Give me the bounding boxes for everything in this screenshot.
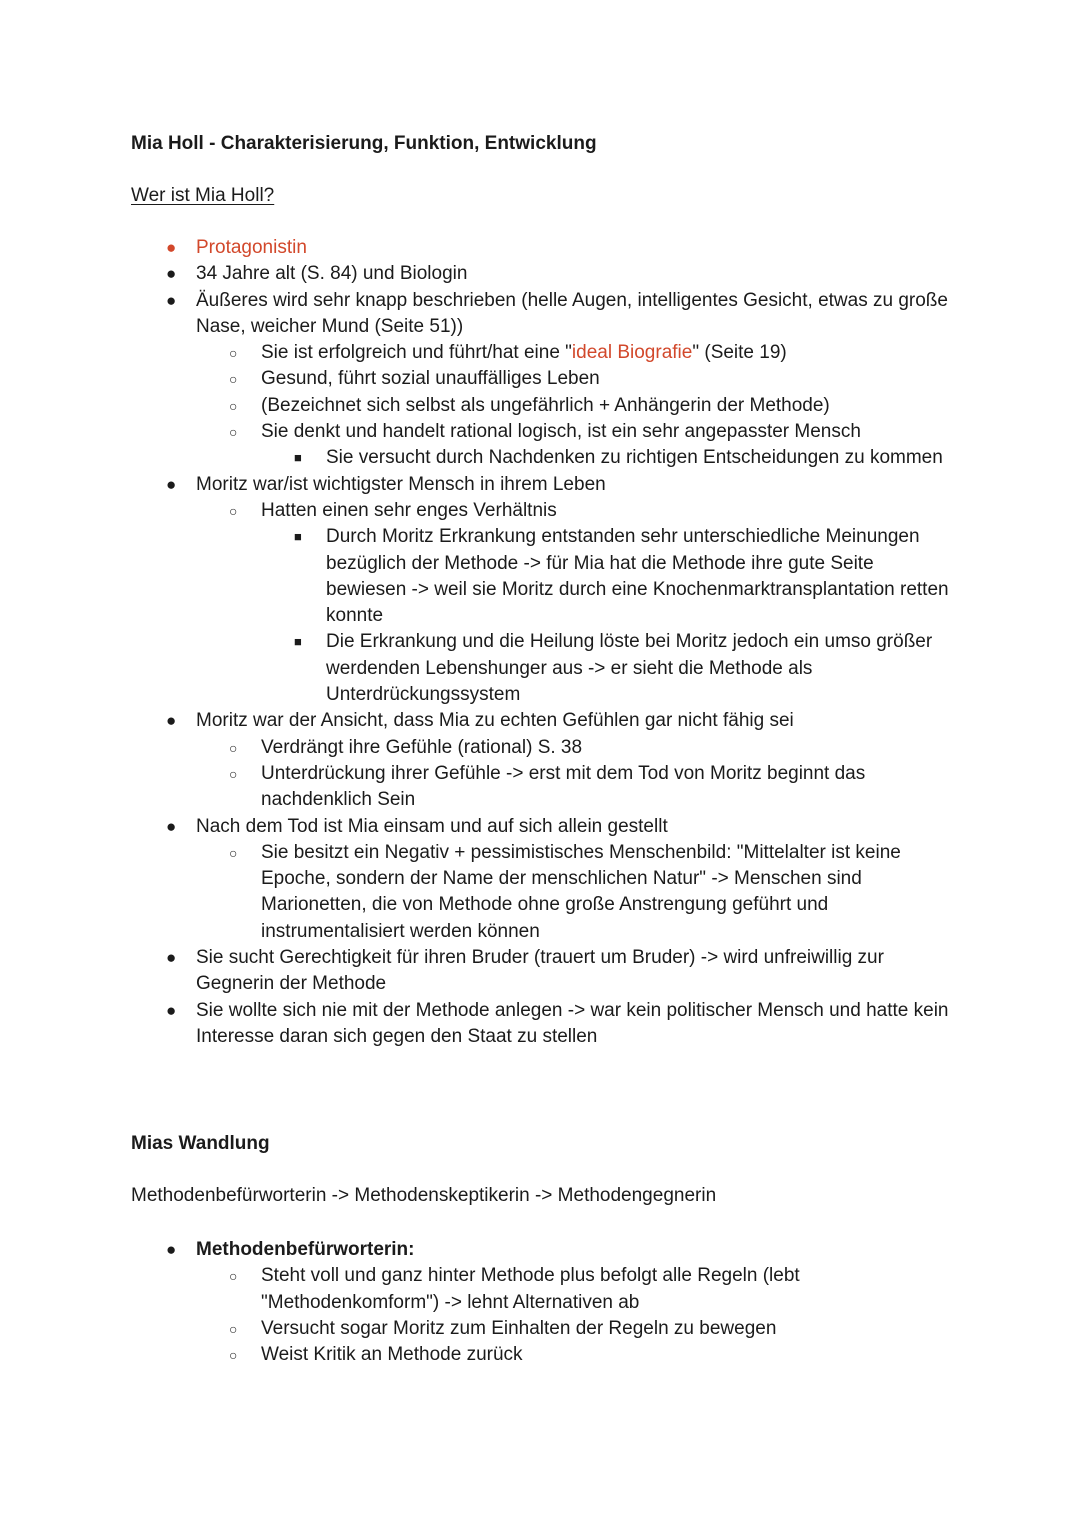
list-item-text: Sie sucht Gerechtigkeit für ihren Bruder (trauert um Bruder) -> wird unfreiwillig zur Gegnerin der Methode [196,947,884,995]
bullet-circle-icon: ○ [229,424,238,441]
sub-list-item-text: Steht voll und ganz hinter Methode plus befolgt alle Regeln (lebt "Methodenkomform") -> lehnt Alternativen ab [261,1265,800,1313]
sub-list-item-text: Verdrängt ihre Gefühle (rational) S. 38 [261,736,583,758]
sub-list [196,340,956,471]
sub-list-item [229,761,956,814]
list-item-label: Methodenbefürworterin: [196,1239,415,1260]
bullet-dot-icon: ● [166,948,177,968]
sub-list [196,735,956,814]
list-item [166,235,956,261]
list-item-text: Äußeres wird sehr knapp beschrieben (helle Augen, intelligentes Gesicht, etwas zu große Nase, weicher Mund (Seite 51)) [196,289,948,337]
sub-sub-list-item-text: Durch Moritz Erkrankung entstanden sehr unterschiedliche Meinungen bezüglich der Methode -> für Mia hat die Methode ihre gute Seite bewiesen -> weil sie Moritz durch eine Knochenmarktransplantation retten konnte [326,526,949,627]
sub-list-item [229,1263,956,1316]
list-item-text: 34 Jahre alt (S. 84) und Biologin [196,263,468,285]
list-item [166,288,956,472]
list-item-text: Sie wollte sich nie mit der Methode anlegen -> war kein politischer Mensch und hatte kein Interesse daran sich gegen den Staat zu stellen [196,999,949,1047]
document-title: Mia Holl - Charakterisierung, Funktion, Entwicklung [131,133,597,154]
transformation-bullet-list [166,1237,956,1368]
bullet-dot-icon: ● [166,816,177,836]
sub-sub-list-item-text: Sie versucht durch Nachdenken zu richtigen Entscheidungen zu kommen [326,447,943,469]
bullet-square-icon: ■ [294,450,302,466]
sub-list-item-text: Versucht sogar Moritz zum Einhalten der Regeln zu bewegen [261,1317,777,1339]
sub-sub-list-item-text: Die Erkrankung und die Heilung löste bei Moritz jedoch ein umso größer werdenden Lebenshunger aus -> er sieht die Methode als Unterdrückungssystem [326,631,933,706]
sub-list-item [229,419,956,472]
sub-list-item-text [261,342,787,363]
sub-list-item [229,840,956,945]
list-item-text: Nach dem Tod ist Mia einsam und auf sich allein gestellt [196,815,668,837]
text-segment: " (Seite 19) [692,342,787,364]
list-item [166,945,956,998]
bullet-circle-icon: ○ [229,502,238,519]
sub-list-item-text: Unterdrückung ihrer Gefühle -> erst mit dem Tod von Moritz beginnt das nachdenklich Sein [261,762,866,811]
bullet-dot-icon: ● [166,711,177,731]
sub-list-item [229,498,956,708]
sub-list-item-text: Gesund, führt sozial unauffälliges Leben [261,368,600,390]
sub-list-item-text: Weist Kritik an Methode zurück [261,1344,523,1366]
sub-sub-list-item [294,629,956,708]
sub-list-item [229,735,956,761]
sub-list-item [229,1342,956,1368]
bullet-square-icon: ■ [294,634,302,650]
bullet-dot-icon: ● [166,264,177,284]
list-item-text: Moritz war der Ansicht, dass Mia zu echten Gefühlen gar nicht fähig sei [196,710,794,732]
bullet-circle-icon: ○ [229,739,238,756]
bullet-circle-icon: ○ [229,1320,238,1337]
list-item-text: Moritz war/ist wichtigster Mensch in ihrem Leben [196,473,606,495]
transformation-flow-text: Methodenbefürworterin -> Methodenskeptikerin -> Methodengegnerin [131,1185,717,1206]
bullet-circle-icon: ○ [229,345,238,362]
sub-list-item [229,340,956,366]
list-item-text: Protagonistin [196,237,307,258]
highlighted-text: ideal Biografie [571,342,693,364]
sub-list-item-text: Sie besitzt ein Negativ + pessimistisches Menschenbild: "Mittelalter ist keine Epoche, sondern der Name der menschlichen Natur" -> Menschen sind Marionetten, die von Methode ohne große Anstrengung geführt und instrumentalisiert werden können [261,841,901,942]
sub-list-item-text: Hatten einen sehr enges Verhältnis [261,499,557,521]
list-item [166,1237,956,1368]
bullet-circle-icon: ○ [229,1268,238,1285]
list-item [166,998,956,1051]
bullet-dot-icon: ● [166,474,177,494]
section-title-mias-wandlung: Mias Wandlung [131,1133,270,1154]
sub-list [196,840,956,945]
list-item [166,261,956,287]
sub-sub-list-item [294,445,956,471]
character-bullet-list [166,235,956,1050]
sub-list-item [229,366,956,392]
sub-list [196,498,956,708]
bullet-circle-icon: ○ [229,1347,238,1364]
sub-list [196,1263,956,1368]
bullet-circle-icon: ○ [229,397,238,414]
sub-sub-list-item [294,524,956,629]
bullet-dot-icon: ● [166,238,177,257]
sub-list-item [229,393,956,419]
bullet-dot-icon: ● [166,1240,177,1259]
bullet-circle-icon: ○ [229,765,238,782]
bullet-dot-icon: ● [166,290,177,310]
subheading-who-is-mia: Wer ist Mia Holl? [131,185,275,206]
sub-list-item-text: Sie denkt und handelt rational logisch, ist ein sehr angepasster Mensch [261,421,861,443]
bullet-square-icon: ■ [294,529,302,545]
sub-list-item-text: (Bezeichnet sich selbst als ungefährlich + Anhängerin der Methode) [261,394,830,416]
list-item [166,472,956,709]
text-segment: Sie ist erfolgreich und führt/hat eine " [261,342,572,364]
sub-list-item [229,1316,956,1342]
list-item [166,814,956,945]
sub-sub-list [261,524,956,708]
bullet-circle-icon: ○ [229,371,238,388]
bullet-circle-icon: ○ [229,844,238,861]
bullet-dot-icon: ● [166,1000,177,1020]
sub-sub-list [261,445,956,471]
list-item [166,708,956,813]
